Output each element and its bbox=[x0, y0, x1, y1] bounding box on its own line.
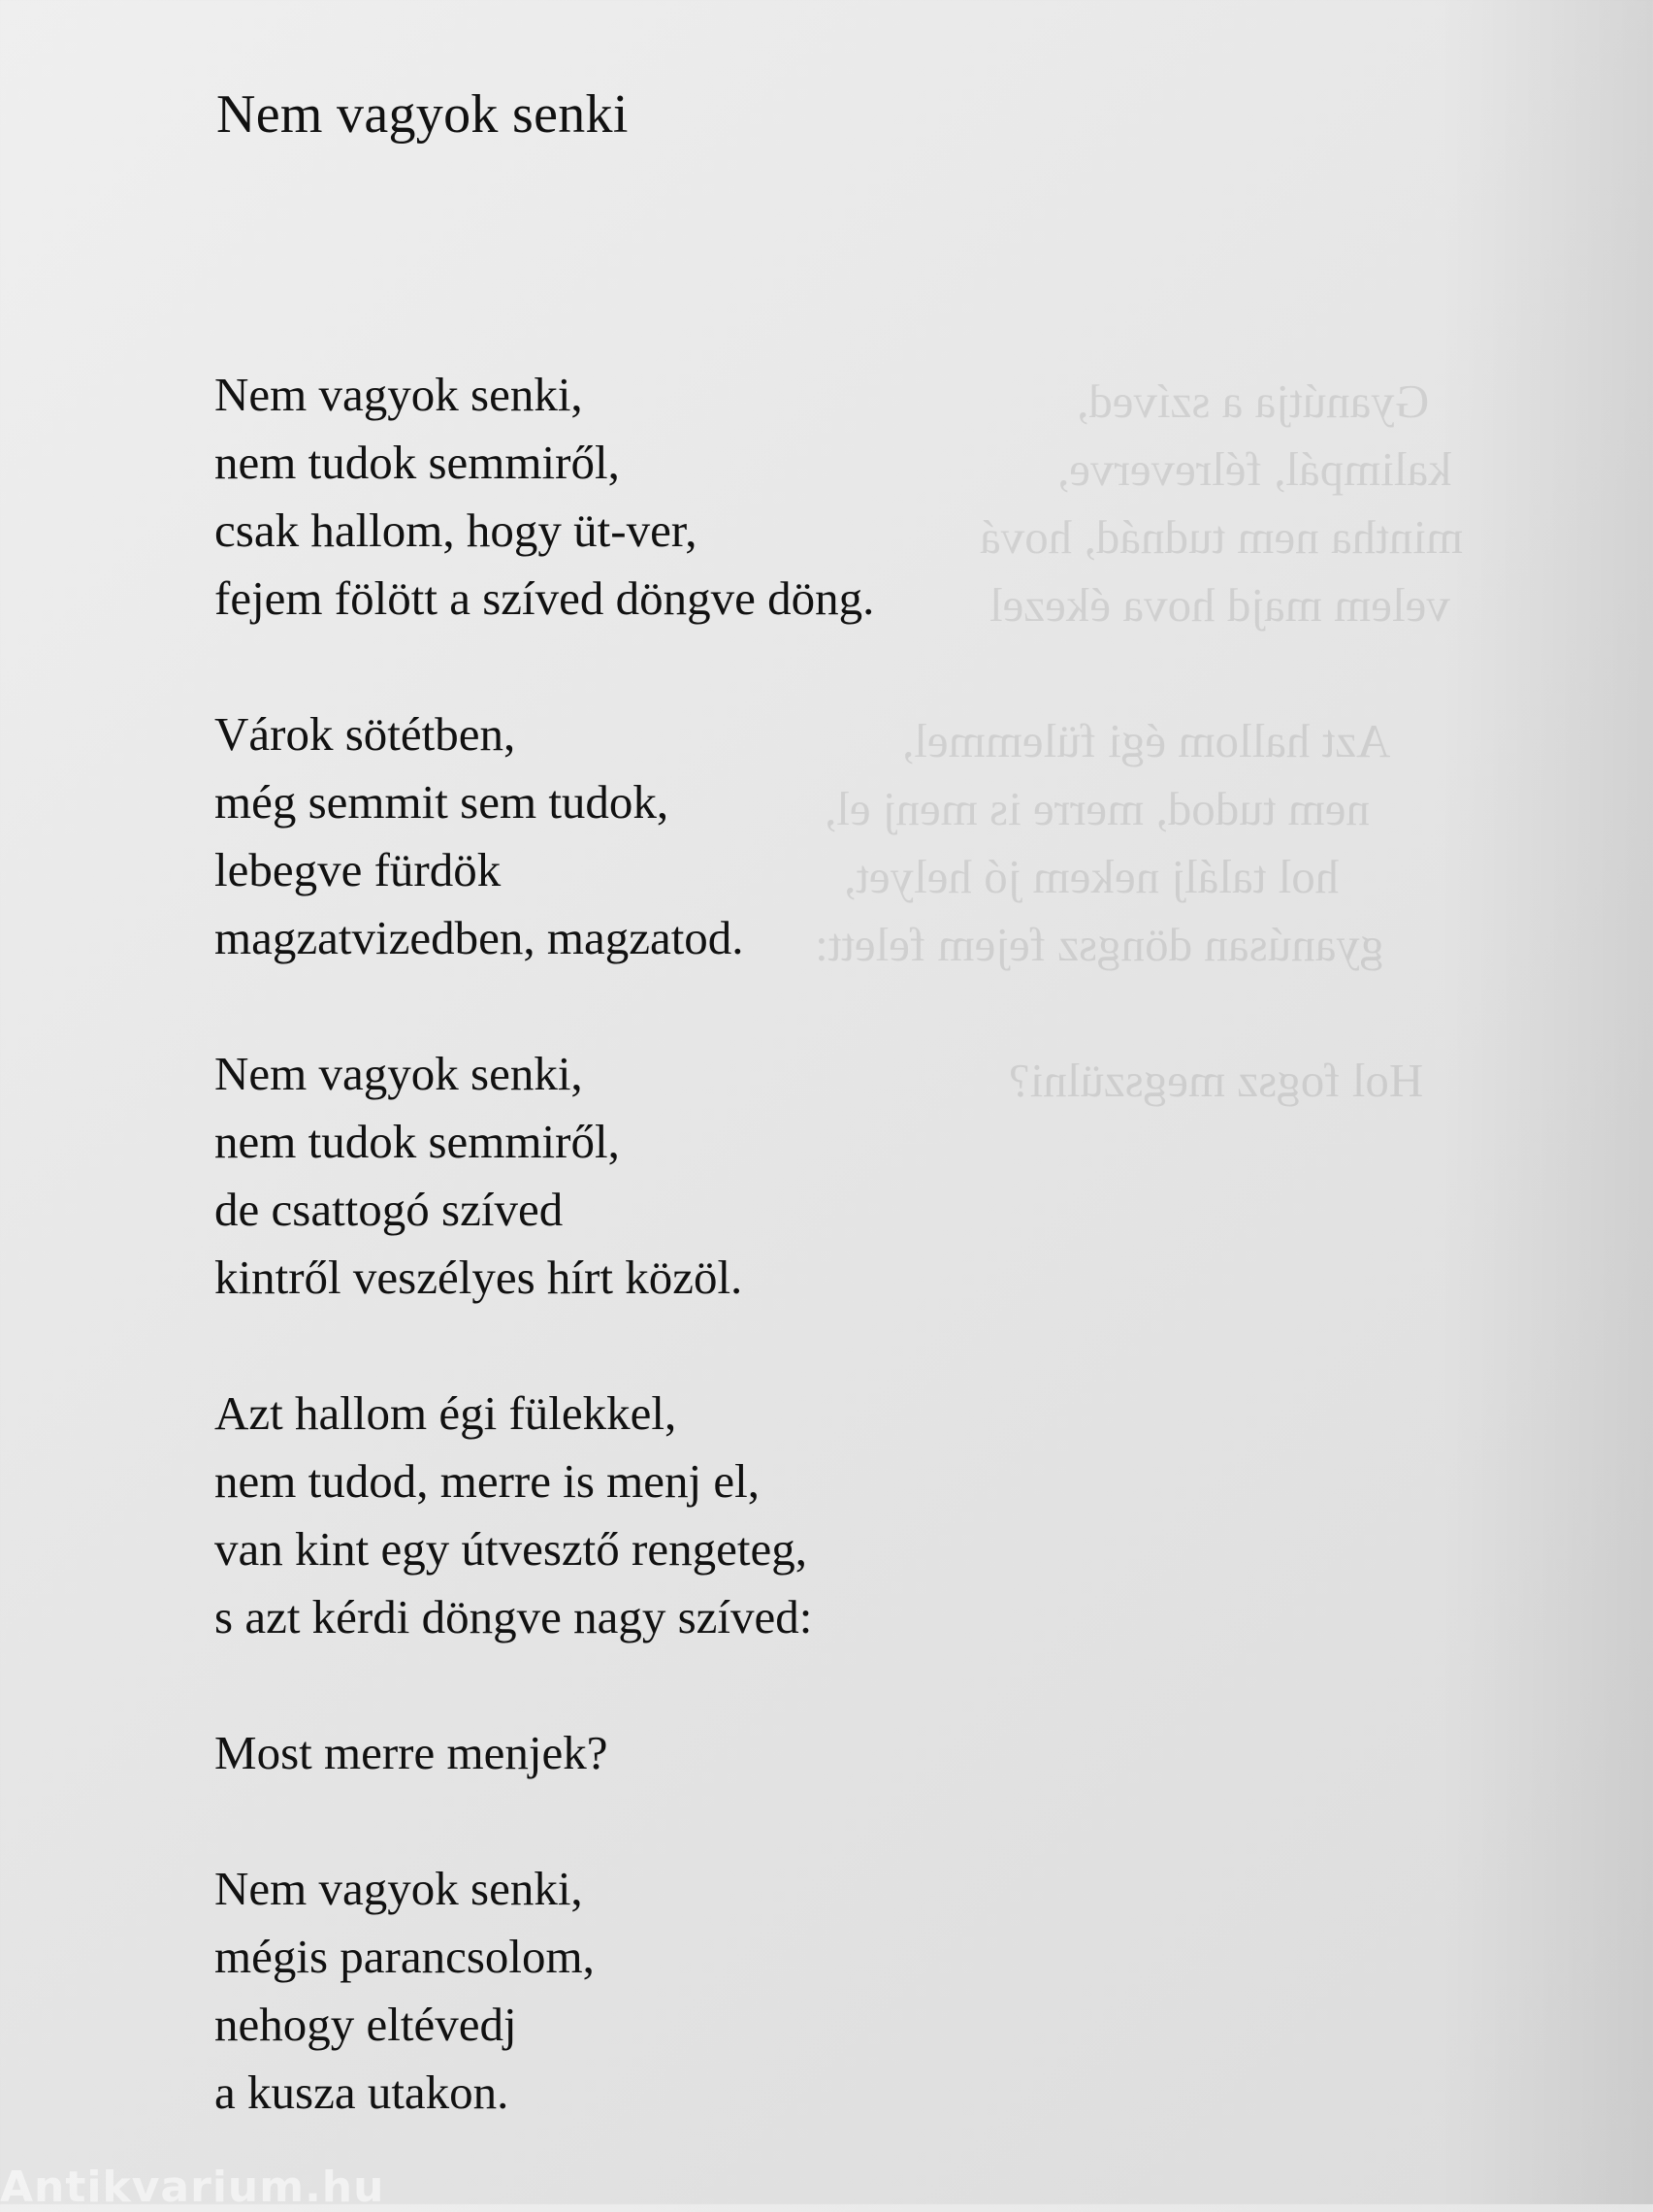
poem-line: Nem vagyok senki, bbox=[214, 1862, 583, 1915]
poem-line: csak hallom, hogy üt-ver, bbox=[214, 504, 697, 557]
poem-line: a kusza utakon. bbox=[214, 2066, 509, 2119]
bleed-through-text: Gyanútja a szíved, kalimpál, félreverve, mintha nem tudnád, hová velem majd hova ékezel Azt hallom égi fülemmel, nem tudod, merre is menj el, hol találj nekem jó helyet, gyanúsan döngsz fejem felett: Hol fogsz megszülni? bbox=[815, 374, 1464, 1107]
poem-line: még semmit sem tudok, bbox=[214, 775, 669, 829]
poem-line: mégis parancsolom, bbox=[214, 1930, 595, 1983]
poem-line: van kint egy útvesztő rengeteg, bbox=[214, 1522, 807, 1576]
poem-line: Nem vagyok senki, bbox=[214, 368, 583, 421]
poem-line: nem tudok semmiről, bbox=[214, 1115, 620, 1168]
poem-line: Nem vagyok senki, bbox=[214, 1047, 583, 1100]
poem-line: lebegve fürdök bbox=[214, 843, 502, 896]
poem-line: Várok sötétben, bbox=[214, 707, 516, 761]
poem-line: kintről veszélyes hírt közöl. bbox=[214, 1251, 743, 1304]
poem-line: nehogy eltévedj bbox=[214, 1998, 517, 2051]
poem-line: magzatvizedben, magzatod. bbox=[214, 911, 744, 964]
stanza bbox=[214, 1040, 1184, 1312]
poem-line: Azt hallom égi fülekkel, bbox=[214, 1386, 677, 1440]
poem-line: Most merre menjek? bbox=[214, 1726, 608, 1779]
poem-line: nem tudod, merre is menj el, bbox=[214, 1454, 760, 1508]
poem-line: nem tudok semmiről, bbox=[214, 436, 620, 489]
page-shadow bbox=[1440, 0, 1653, 2204]
watermark: Antikvarium.hu bbox=[0, 2163, 385, 2212]
stanza bbox=[214, 700, 1184, 972]
poem-line: fejem fölött a szíved döngve döng. bbox=[214, 571, 875, 625]
poem-line: s azt kérdi döngve nagy szíved: bbox=[214, 1590, 813, 1643]
poem-title: Nem vagyok senki bbox=[216, 84, 629, 145]
poem-line: de csattogó szíved bbox=[214, 1183, 564, 1236]
stanza bbox=[214, 1719, 1184, 1787]
poem-body bbox=[214, 361, 1184, 2195]
stanza bbox=[214, 361, 1184, 633]
stanza bbox=[214, 1855, 1184, 2127]
stanza bbox=[214, 1380, 1184, 1651]
